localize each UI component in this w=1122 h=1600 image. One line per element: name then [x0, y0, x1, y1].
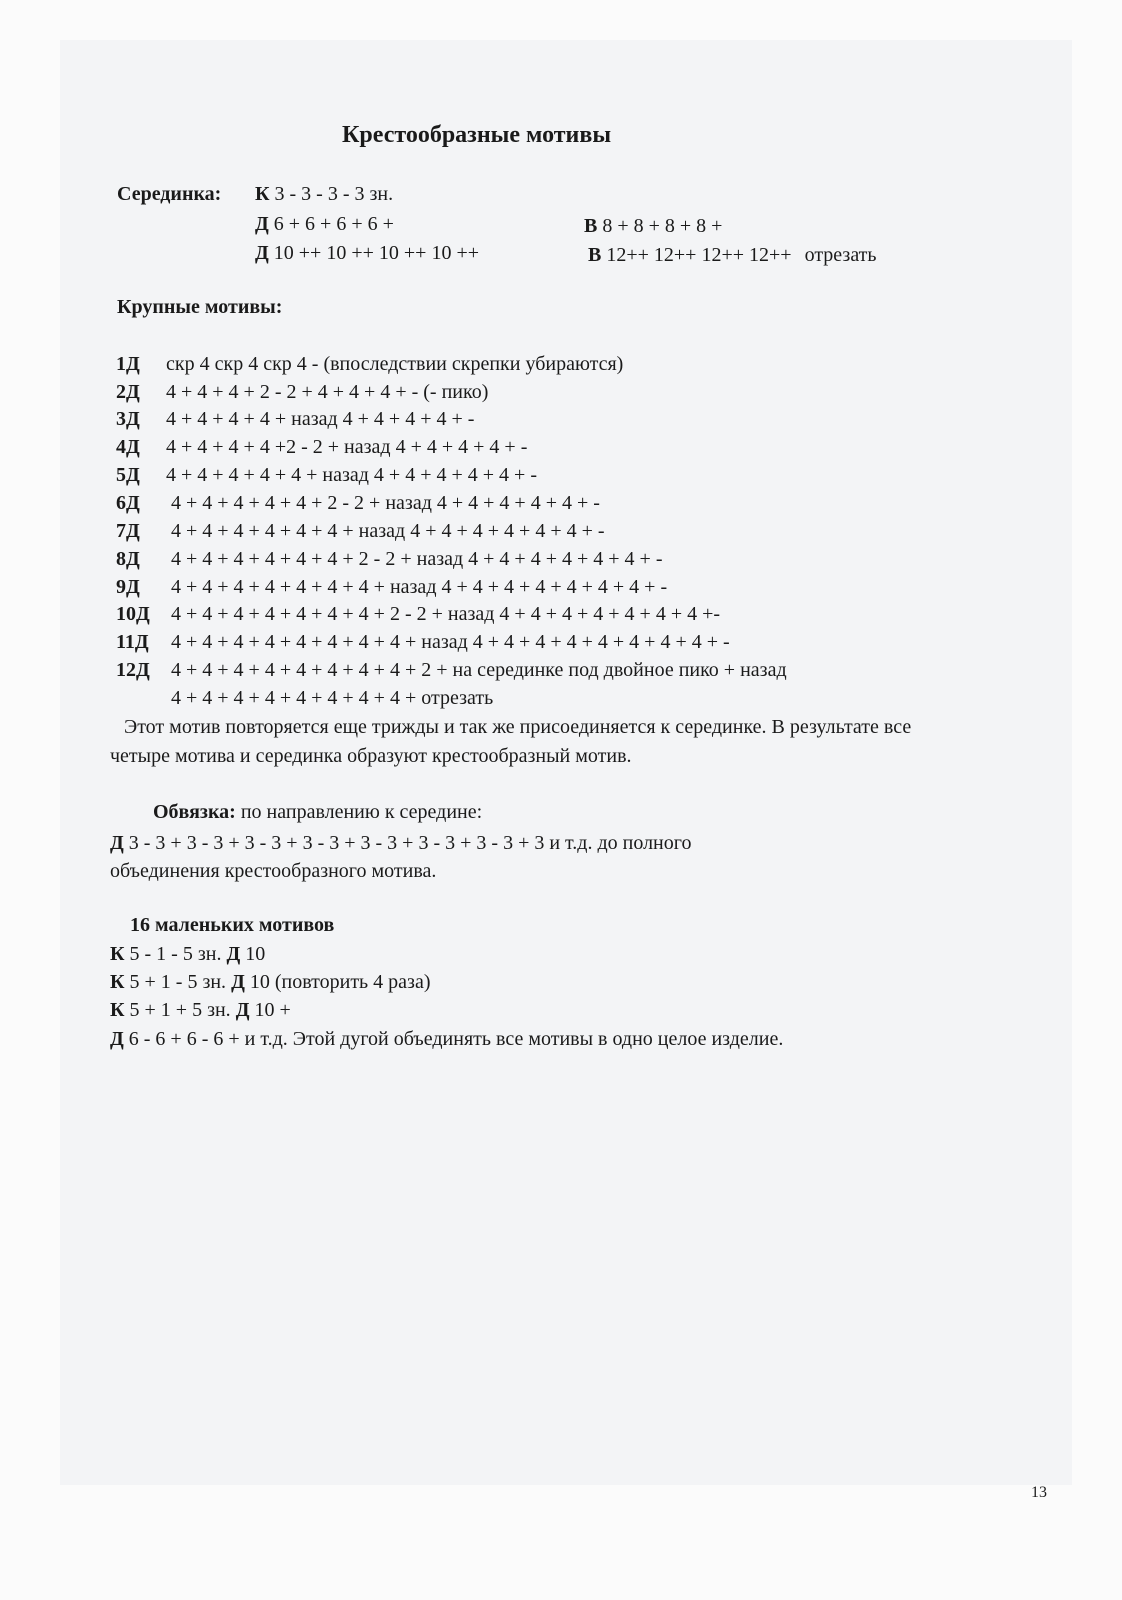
small-row-3: К 5 + 1 + 5 зн. Д 10 +: [110, 999, 291, 1021]
small-row-1: К 5 - 1 - 5 зн. Д 10: [110, 943, 266, 965]
center-row-2: Д 6 + 6 + 6 + 6 +: [255, 213, 394, 235]
row-6: 6Д 4 + 4 + 4 + 4 + 4 + 2 - 2 + назад 4 + 4 + 4 + 4 + 4 + -: [116, 492, 600, 514]
row-1: 1Д скр 4 скр 4 скр 4 - (впоследствии скрепки убираются): [116, 353, 624, 375]
page-number: 13: [1031, 1484, 1047, 1501]
row-5: 5Д 4 + 4 + 4 + 4 + 4 + назад 4 + 4 + 4 + 4 + 4 + -: [116, 464, 537, 486]
center-row-3b: В 12++ 12++ 12++ 12++ отрезать: [588, 244, 877, 266]
edging-line-2: объединения крестообразного мотива.: [110, 860, 437, 882]
row-12: 12Д 4 + 4 + 4 + 4 + 4 + 4 + 4 + 4 + 2 + на серединке под двойное пико + назад: [116, 659, 787, 681]
row-11: 11Д 4 + 4 + 4 + 4 + 4 + 4 + 4 + 4 + назад 4 + 4 + 4 + 4 + 4 + 4 + 4 + 4 + -: [116, 631, 730, 653]
center-label: Серединка:: [117, 183, 222, 205]
large-heading: Крупные мотивы:: [117, 296, 283, 318]
center-row-1: К 3 - 3 - 3 - 3 зн.: [255, 183, 394, 205]
center-row-2b: В 8 + 8 + 8 + 8 +: [584, 215, 723, 237]
row-7: 7Д 4 + 4 + 4 + 4 + 4 + 4 + назад 4 + 4 + 4 + 4 + 4 + 4 + -: [116, 520, 605, 542]
row-8: 8Д 4 + 4 + 4 + 4 + 4 + 4 + 2 - 2 + назад 4 + 4 + 4 + 4 + 4 + 4 + -: [116, 548, 663, 570]
row-2: 2Д 4 + 4 + 4 + 2 - 2 + 4 + 4 + 4 + - (- пико): [116, 381, 489, 403]
row-9: 9Д 4 + 4 + 4 + 4 + 4 + 4 + 4 + назад 4 + 4 + 4 + 4 + 4 + 4 + 4 + -: [116, 576, 668, 598]
edging-line-1: Д 3 - 3 + 3 - 3 + 3 - 3 + 3 - 3 + 3 - 3 + 3 - 3 + 3 - 3 + 3 и т.д. до полного: [110, 832, 692, 854]
center-row-3: Д 10 ++ 10 ++ 10 ++ 10 ++: [255, 242, 479, 264]
row-12-continuation: 4 + 4 + 4 + 4 + 4 + 4 + 4 + 4 + отрезать: [171, 687, 494, 709]
small-row-4: Д 6 - 6 + 6 - 6 + и т.д. Этой дугой объединять все мотивы в одно целое изделие.: [110, 1028, 784, 1050]
small-heading: 16 маленьких мотивов: [130, 914, 335, 936]
paragraph-line-1: Этот мотив повторяется еще трижды и так же присоединяется к серединке. В результате все: [124, 716, 912, 738]
small-row-2: К 5 + 1 - 5 зн. Д 10 (повторить 4 раза): [110, 971, 431, 993]
row-10: 10Д 4 + 4 + 4 + 4 + 4 + 4 + 4 + 2 - 2 + назад 4 + 4 + 4 + 4 + 4 + 4 + 4 +-: [116, 603, 721, 625]
row-3: 3Д 4 + 4 + 4 + 4 + назад 4 + 4 + 4 + 4 + -: [116, 408, 475, 430]
row-4: 4Д 4 + 4 + 4 + 4 +2 - 2 + назад 4 + 4 + 4 + 4 + -: [116, 436, 528, 458]
edging-heading: Обвязка: по направлению к середине:: [153, 801, 483, 823]
paragraph-line-2: четыре мотива и серединка образуют крестообразный мотив.: [110, 745, 632, 767]
page-title: Крестообразные мотивы: [342, 122, 612, 148]
